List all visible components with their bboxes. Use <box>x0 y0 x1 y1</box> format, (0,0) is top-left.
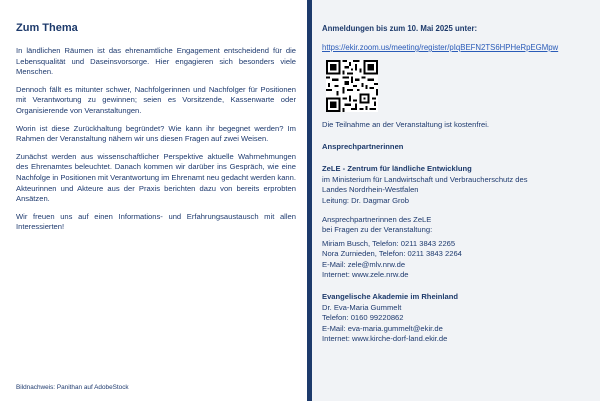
registration-heading: Anmeldungen bis zum 10. Mai 2025 unter: <box>322 24 478 33</box>
right-panel <box>312 0 600 401</box>
zele-contacts-title: Ansprechpartnerinnen des ZeLE <box>322 214 432 224</box>
zele-leadership: Leitung: Dr. Dagmar Grob <box>322 195 409 205</box>
registration-link[interactable]: https://ekir.zoom.us/meeting/register/pIqBEFN2TS6HPHeRpEGMpw <box>322 43 559 52</box>
image-credit: Bildnachweis: Panithan auf AdobeStock <box>16 384 129 391</box>
qr-code-icon[interactable] <box>326 60 378 112</box>
topic-paragraph-4: Zunächst werden aus wissenschaftlicher Perspektive aktuelle Wahrnehmungen des Ehrenamtes beleuchtet. Danach kommen wir darüber ins Gespräch, wie eine Nachfolge in Positionen mit Verantwortung im Ehrenamt neu gedacht werden kann. Akteurinnen und Akteure aus der Praxis berichten dazu von bereits erprobten Ansätzen. <box>16 151 296 204</box>
info-section <box>322 24 594 344</box>
akademie-name: Evangelische Akademie im Rheinland <box>322 292 459 302</box>
topic-section <box>16 22 296 240</box>
zele-line-1: im Ministerium für Landwirtschaft und Verbraucherschutz des <box>322 174 528 184</box>
zele-website[interactable]: Internet: www.zele.nrw.de <box>322 269 409 279</box>
zele-line-2: Landes Nordrhein-Westfalen <box>322 185 419 195</box>
contacts-heading: Ansprechpartnerinnen <box>322 141 404 151</box>
zele-email[interactable]: E-Mail: zele@mlv.nrw.de <box>322 259 406 269</box>
topic-paragraph-3: Worin ist diese Zurückhaltung begründet? Wie kann ihr begegnet werden? Im Rahmen der Veranstaltung nähern wir uns diesen Fragen auf zwei Weisen. <box>16 123 296 144</box>
zele-contacts-subtitle: bei Fragen zu der Veranstaltung: <box>322 225 433 235</box>
zele-name: ZeLE - Zentrum für ländliche Entwicklung <box>322 164 472 174</box>
topic-paragraph-1: In ländlichen Räumen ist das ehrenamtliche Engagement entscheidend für die Lebensqualität und Daseinsvorsorge. Hier engagieren sich besonders viele Menschen. <box>16 46 296 77</box>
topic-paragraph-2: Dennoch fällt es mitunter schwer, Nachfolgerinnen und Nachfolger für Positionen mit Verantwortung zu gewinnen; seien es Vorsitzende, Kassenwarte oder Organisierende von Veranstaltungen. <box>16 84 296 115</box>
free-participation-note: Die Teilnahme an der Veranstaltung ist kostenfrei. <box>322 119 490 129</box>
akademie-email[interactable]: E-Mail: eva-maria.gummelt@ekir.de <box>322 323 443 333</box>
akademie-website[interactable]: Internet: www.kirche-dorf-land.ekir.de <box>322 334 448 343</box>
zele-contact-1: Miriam Busch, Telefon: 0211 3843 2265 <box>322 238 456 248</box>
topic-paragraph-5: Wir freuen uns auf einen Informations- und Erfahrungsaustausch mit allen Interessierten! <box>16 211 296 232</box>
akademie-person: Dr. Eva-Maria Gummelt <box>322 302 402 312</box>
akademie-phone: Telefon: 0160 99220862 <box>322 313 404 323</box>
zele-contact-2: Nora Zurnieden, Telefon: 0211 3843 2264 <box>322 249 462 259</box>
topic-title: Zum Thema <box>16 22 78 34</box>
